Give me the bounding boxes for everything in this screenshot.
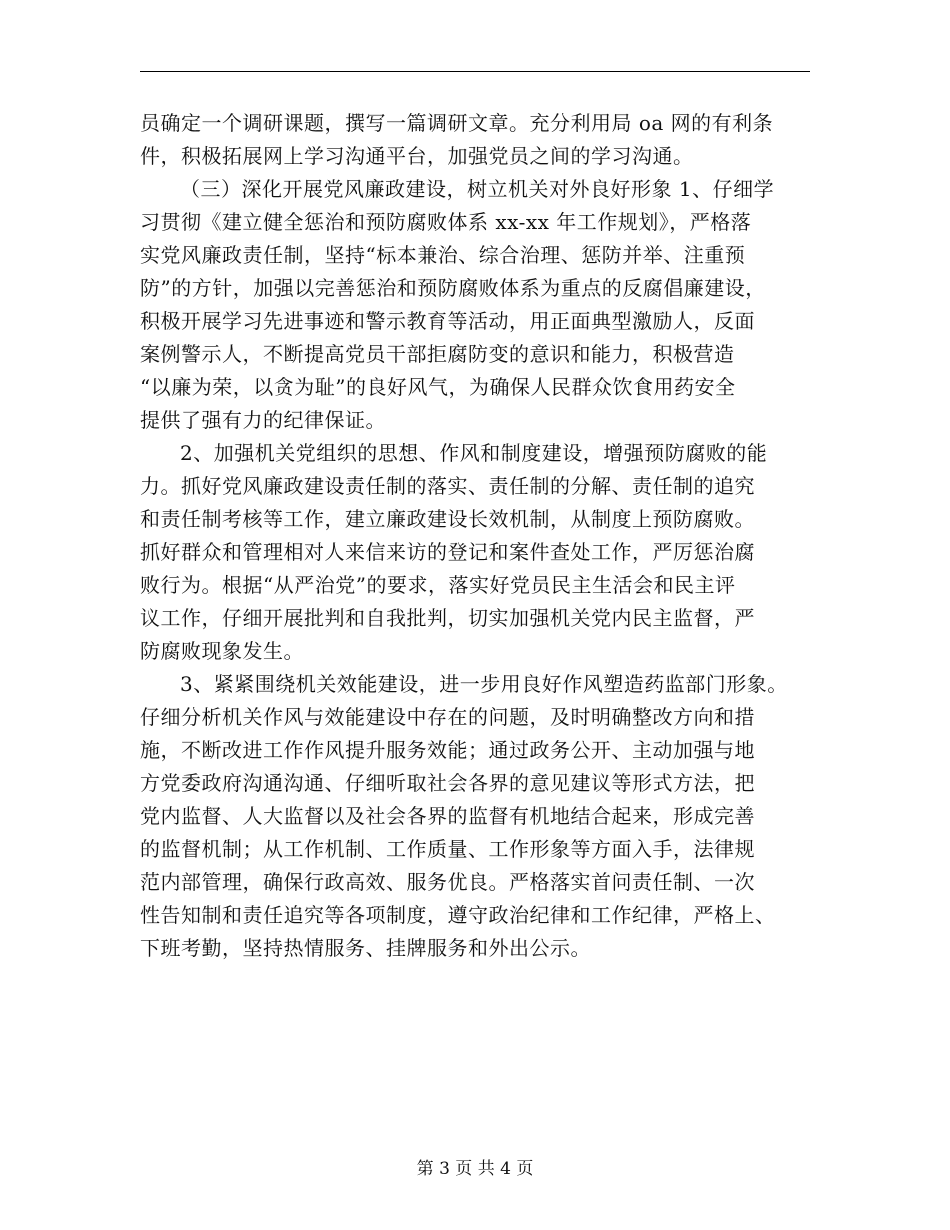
body-line: 力。抓好党风廉政建设责任制的落实、责任制的分解、责任制的追究 [140,474,755,498]
body-line: 范内部管理，确保行政高效、服务优良。严格落实首问责任制、一次 [140,870,755,894]
paragraph-start-line: 3、紧紧围绕机关效能建设，进一步用良好作风塑造药监部门形象。 [180,672,788,696]
body-line: 下班考勤，坚持热情服务、挂牌服务和外出公示。 [140,936,591,960]
body-line: 积极开展学习先进事迹和警示教育等活动，用正面典型激励人，反面 [140,309,755,333]
paragraph-start-line: 2、加强机关党组织的思想、作风和制度建设，增强预防腐败的能 [180,441,768,465]
body-line: 仔细分析机关作风与效能建设中存在的问题，及时明确整改方向和措 [140,705,755,729]
body-line: 实党风廉政责任制，坚持“标本兼治、综合治理、惩防并举、注重预 [140,243,746,267]
body-line: 的监督机制；从工作机制、工作质量、工作形象等方面入手，法律规 [140,837,755,861]
body-line: 施，不断改进工作作风提升服务效能；通过政务公开、主动加强与地 [140,738,755,762]
body-line: 案例警示人，不断提高党员干部拒腐防变的意识和能力，积极营造 [140,342,735,366]
body-line: 性告知制和责任追究等各项制度，遵守政治纪律和工作纪律，严格上、 [140,903,776,927]
page-number-footer: 第 3 页 共 4 页 [416,1159,534,1179]
body-line: 员确定一个调研课题，撰写一篇调研文章。充分利用局 oa 网的有利条 [140,111,774,135]
body-line: 提供了强有力的纪律保证。 [140,408,386,432]
body-line: 习贯彻《建立健全惩治和预防腐败体系 xx-xx 年工作规划》，严格落 [140,210,752,234]
body-line: 和责任制考核等工作，建立廉政建设长效机制，从制度上预防腐败。 [140,507,755,531]
body-line: 败行为。根据“从严治党”的要求，落实好党员民主生活会和民主评 [140,573,736,597]
body-line: 防腐败现象发生。 [140,639,304,663]
section-heading-line: （三）深化开展党风廉政建设，树立机关对外良好形象 1、仔细学 [180,177,775,201]
body-line: 议工作，仔细开展批判和自我批判，切实加强机关党内民主监督，严 [140,606,755,630]
body-line: “以廉为荣，以贪为耻”的良好风气，为确保人民群众饮食用药安全 [140,375,736,399]
body-line: 件，积极拓展网上学习沟通平台，加强党员之间的学习沟通。 [140,144,694,168]
body-line: 方党委政府沟通沟通、仔细听取社会各界的意见建议等形式方法，把 [140,771,755,795]
body-line: 防”的方针，加强以完善惩治和预防腐败体系为重点的反腐倡廉建设， [140,276,766,300]
body-line: 党内监督、人大监督以及社会各界的监督有机地结合起来，形成完善 [140,804,755,828]
body-line: 抓好群众和管理相对人来信来访的登记和案件查处工作，严厉惩治腐 [140,540,755,564]
